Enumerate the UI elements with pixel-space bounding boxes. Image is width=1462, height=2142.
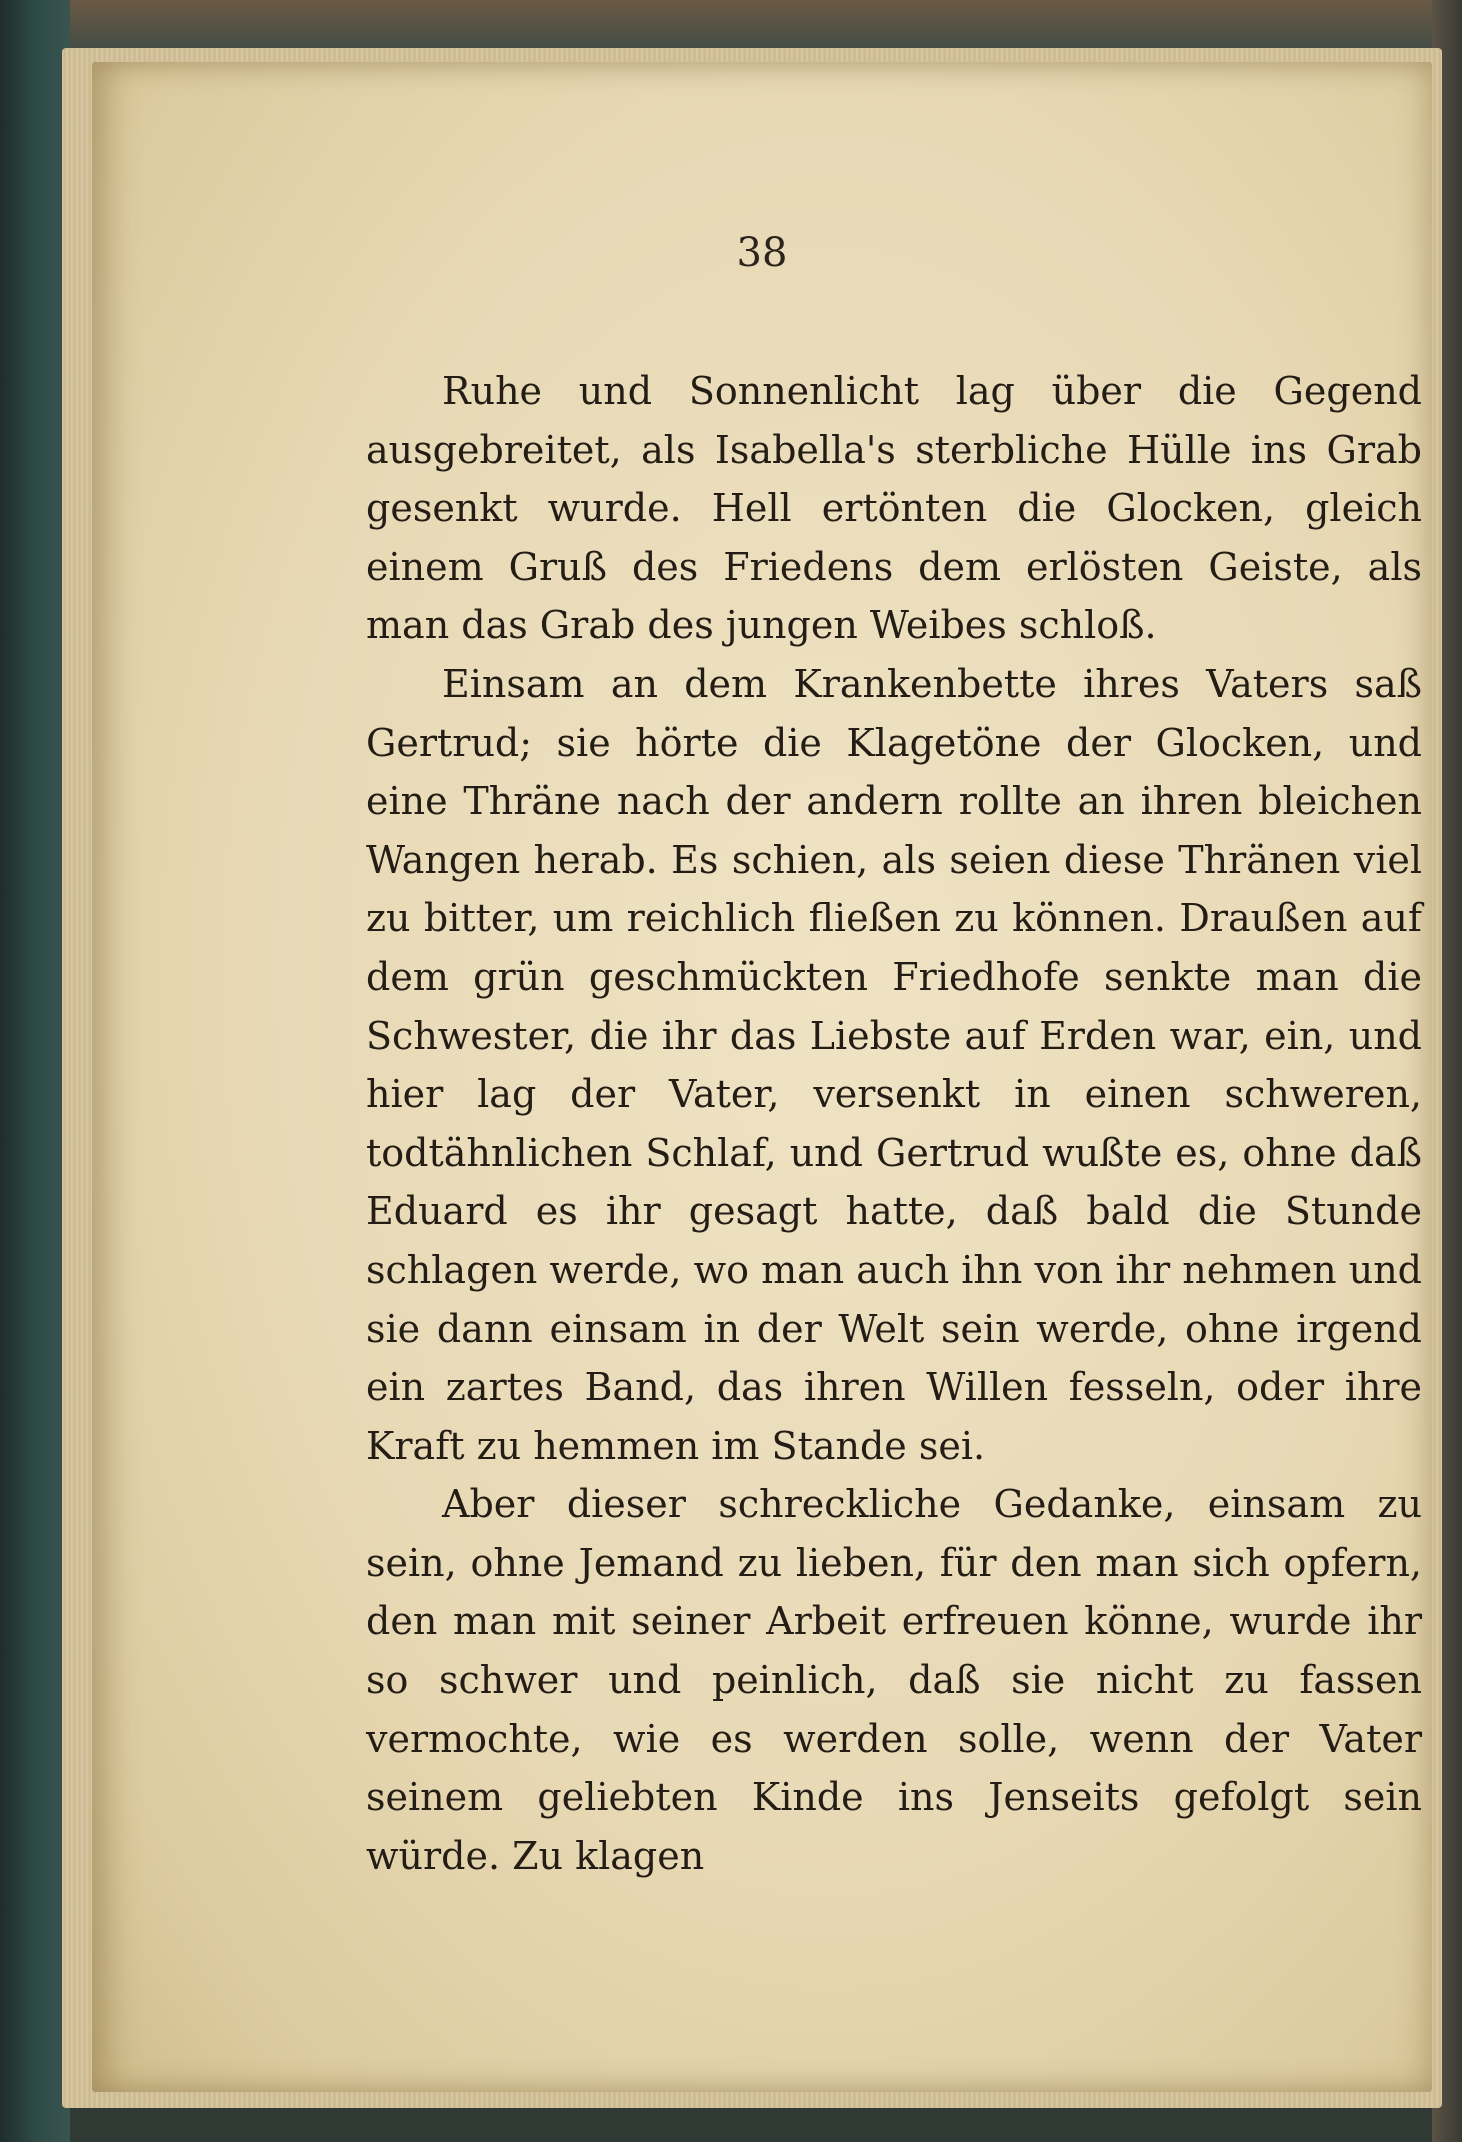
book-cover-left	[0, 0, 70, 2142]
book-page	[92, 62, 1432, 2092]
paragraph-3: Aber dieser schreckliche Gedanke, einsam zu sein, ohne Jemand zu lieben, für den man sich opfern, den man mit seiner Arbeit erfreuen könne, wurde ihr so schwer und peinlich, daß sie nicht zu fassen vermochte, wie es werden solle, wenn der Vater seinem geliebten Kinde ins Jenseits gefolgt sein würde. Zu klagen	[366, 1482, 1422, 1878]
page-text	[366, 362, 1422, 1885]
paragraph-2: Einsam an dem Krankenbette ihres Vaters saß Gertrud; sie hörte die Klagetöne der Glocken, und eine Thräne nach der andern rollte an ihren bleichen Wangen herab. Es schien, als seien diese Thränen viel zu bitter, um reichlich fließen zu können. Draußen auf dem grün geschmückten Friedhofe senkte man die Schwester, die ihr das Liebste auf Erden war, ein, und hier lag der Vater, versenkt in einen schweren, todtähnlichen Schlaf, und Gertrud wußte es, ohne daß Eduard es ihr gesagt hatte, daß bald die Stunde schlagen werde, wo man auch ihn von ihr nehmen und sie dann einsam in der Welt sein werde, ohne irgend ein zartes Band, das ihren Willen fesseln, oder ihre Kraft zu hemmen im Stande sei.	[366, 661, 1423, 1468]
page-number: 38	[736, 230, 788, 276]
paragraph-1: Ruhe und Sonnenlicht lag über die Gegend ausgebreitet, als Isabella's sterbliche Hülle ins Grab gesenkt wurde. Hell ertönten die Glocken, gleich einem Gruß des Friedens dem erlösten Geiste, als man das Grab des jungen Weibes schloß.	[366, 369, 1422, 648]
